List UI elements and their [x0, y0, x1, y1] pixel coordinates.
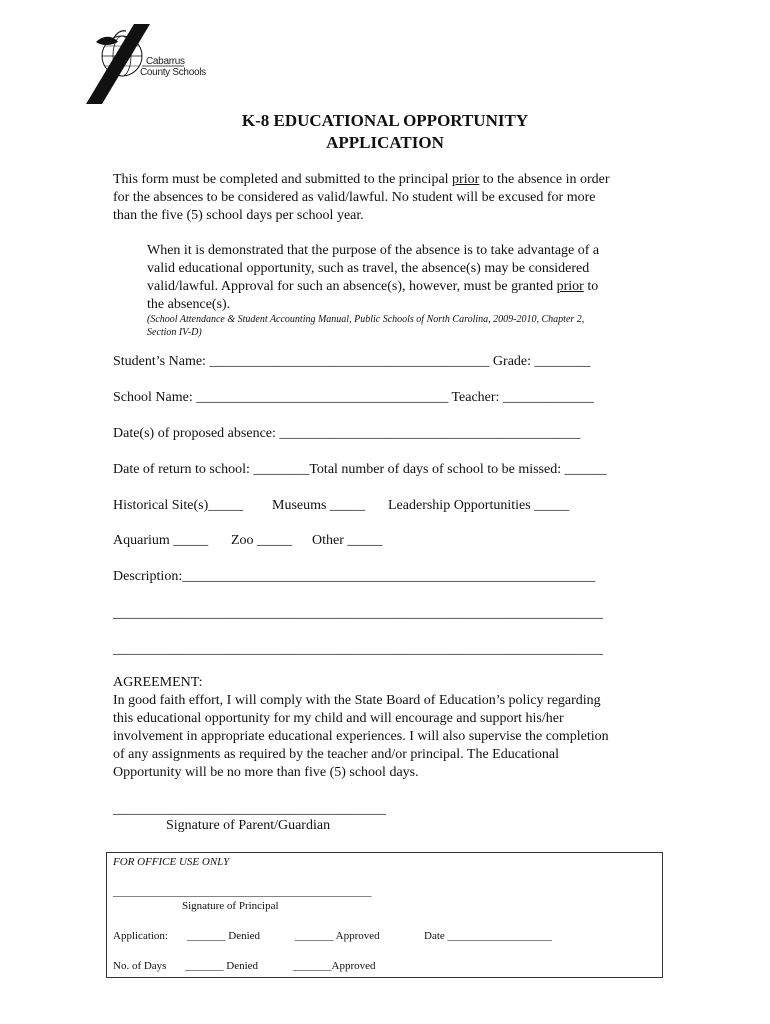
logo-line2: County Schools: [140, 67, 206, 78]
other-field[interactable]: Other _____: [312, 533, 383, 548]
office-use-box: [106, 852, 663, 978]
quote-line-2: valid educational opportunity, such as travel, the absence(s) may be considered: [147, 261, 590, 276]
page-subtitle: APPLICATION: [326, 133, 444, 152]
description-field[interactable]: Description:___________________________________________________________: [113, 569, 596, 584]
days-approved-field[interactable]: _______Approved: [293, 960, 376, 972]
application-approved-field[interactable]: _______ Approved: [295, 930, 380, 942]
parent-signature-label: Signature of Parent/Guardian: [166, 818, 331, 833]
quote-line-1: When it is demonstrated that the purpose of the absence is to take advantage of a: [147, 243, 600, 258]
historical-site-field[interactable]: Historical Site(s)_____: [113, 498, 244, 513]
leadership-field[interactable]: Leadership Opportunities _____: [388, 498, 570, 513]
absence-dates-field[interactable]: Date(s) of proposed absence: ___________________________________________: [113, 426, 581, 441]
description-line-2[interactable]: ______________________________________________________________________: [113, 606, 603, 621]
agreement-line-1: In good faith effort, I will comply with the State Board of Education’s policy regarding: [113, 693, 601, 708]
agreement-line-2: this educational opportunity for my child and will encourage and support his/her: [113, 711, 564, 726]
aquarium-field[interactable]: Aquarium _____: [113, 533, 209, 548]
application-label: Application:: [113, 930, 168, 942]
agreement-line-5: Opportunity will be no more than five (5) school days.: [113, 765, 419, 780]
quote-line-4: the absence(s).: [147, 297, 231, 312]
student-name-field[interactable]: Student’s Name: ________________________________________ Grade: ________: [113, 354, 591, 369]
office-use-title: FOR OFFICE USE ONLY: [113, 856, 230, 868]
intro-line1-pre: This form must be completed and submitted to the principal: [113, 172, 453, 187]
agreement-line-4: of any assignments as required by the teacher and/or principal. The Educational: [113, 747, 560, 762]
logo-line1: Cabarrus: [146, 56, 185, 67]
agreement-heading: AGREEMENT:: [113, 675, 203, 690]
page-title: K-8 EDUCATIONAL OPPORTUNITY: [241, 111, 529, 130]
museums-field[interactable]: Museums _____: [272, 498, 365, 513]
intro-line-2: for the absences to be considered as valid/lawful. No student will be excused for more: [113, 190, 596, 205]
agreement-line-3: involvement in appropriate educational experiences. I will also supervise the completion: [113, 729, 609, 744]
intro-line-3: than the five (5) school days per school year.: [113, 208, 364, 223]
school-name-field[interactable]: School Name: ____________________________________ Teacher: _____________: [113, 390, 594, 405]
citation-line-1: (School Attendance & Student Accounting Manual, Public Schools of North Carolina, 2009-2010, Chapter 2,: [147, 314, 585, 325]
intro-line-1: [113, 170, 610, 189]
principal-signature-label: Signature of Principal: [182, 900, 279, 912]
intro-line1-post: to the absence in order: [479, 172, 610, 187]
intro-prior: prior: [452, 172, 480, 187]
parent-signature-line[interactable]: _______________________________________: [113, 802, 386, 817]
application-denied-field[interactable]: _______ Denied: [187, 930, 261, 942]
principal-signature-line[interactable]: _______________________________________________: [113, 886, 372, 898]
quote-prior: prior: [556, 279, 584, 294]
description-line-3[interactable]: ______________________________________________________________________: [113, 642, 603, 657]
quote-line-3: [147, 277, 598, 296]
days-label: No. of Days: [113, 960, 167, 972]
return-date-field[interactable]: Date of return to school: ________Total number of days of school to be missed: ______: [113, 462, 607, 477]
citation-line-2: Section IV-D): [147, 327, 202, 338]
quote-line3-post: to: [583, 279, 599, 294]
logo-text: [140, 56, 206, 78]
quote-line3-pre: valid/lawful. Approval for such an absence(s), however, must be granted: [147, 279, 557, 294]
zoo-field[interactable]: Zoo _____: [231, 533, 293, 548]
days-denied-field[interactable]: _______ Denied: [185, 960, 259, 972]
application-date-field[interactable]: Date ___________________: [424, 930, 553, 942]
